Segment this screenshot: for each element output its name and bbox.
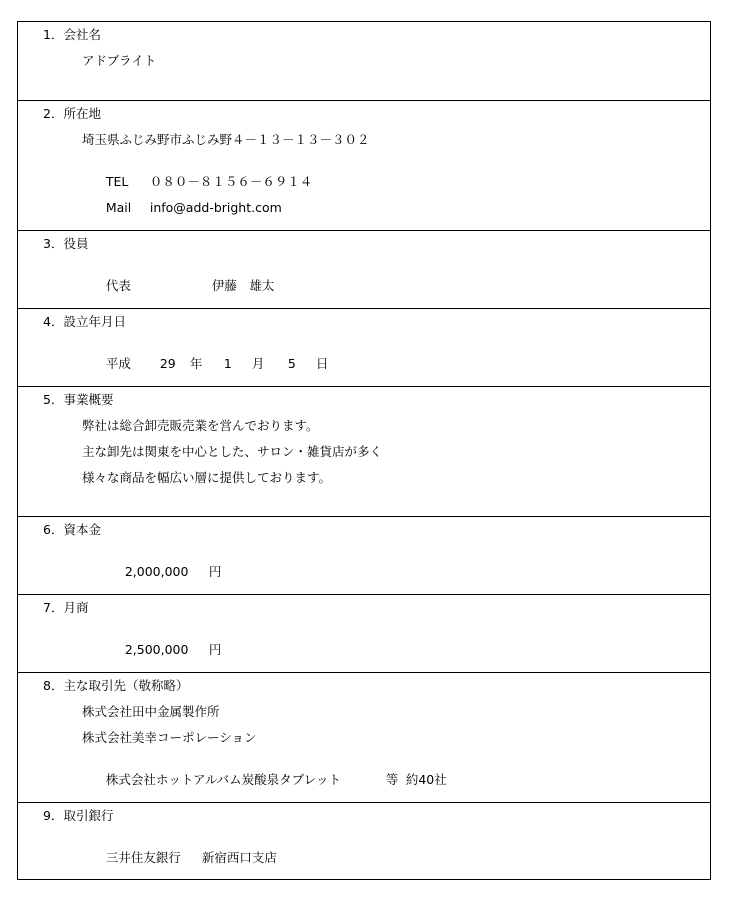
section-heading: 1．会社名 (43, 27, 101, 42)
overview-line: 弊社は総合卸売販売業を営んでおります。 (82, 418, 319, 433)
section-established (18, 308, 710, 386)
officer-name: 伊藤 雄太 (211, 278, 275, 293)
section-main-clients (18, 672, 710, 802)
capital-amount: 2,000,000 (124, 564, 189, 579)
month-unit: 月 (251, 356, 265, 371)
section-bank (18, 802, 710, 879)
company-name: アドブライト (82, 53, 157, 68)
year-unit: 年 (189, 356, 203, 371)
overview-line: 主な卸先は関東を中心とした、サロン・雑貨店が多く (82, 444, 383, 459)
client-item: 株式会社田中金属製作所 (82, 704, 220, 719)
section-heading: 7．月商 (43, 600, 89, 615)
phone-label: TEL (105, 174, 129, 189)
sales-amount: 2,500,000 (124, 642, 189, 657)
company-profile-table (17, 21, 711, 880)
year-value: 29 (159, 356, 176, 371)
section-heading: 8．主な取引先（敬称略） (43, 678, 189, 693)
section-heading: 6．資本金 (43, 522, 101, 537)
client-name: 株式会社ホットアルバム炭酸泉タブレット (105, 772, 341, 787)
client-item: 株式会社美幸コーポレーション (82, 730, 257, 745)
section-heading: 2．所在地 (43, 106, 101, 121)
day-unit: 日 (315, 356, 329, 371)
client-count: 約40社 (405, 772, 447, 787)
client-etc: 等 (385, 772, 399, 787)
section-address (18, 100, 710, 230)
bank-line (82, 834, 277, 882)
section-heading: 9．取引銀行 (43, 808, 114, 823)
bank-branch: 新宿西口支店 (201, 850, 277, 865)
overview-line: 様々な商品を幅広い層に提供しております。 (82, 470, 332, 485)
address: 埼玉県ふじみ野市ふじみ野４－１３－１３－３０２ (82, 132, 370, 147)
bank-name: 三井住友銀行 (105, 850, 181, 865)
day-value: 5 (287, 356, 296, 371)
capital-line (101, 548, 221, 596)
mail-address: info@add-bright.com (149, 200, 282, 215)
officer-line (82, 262, 274, 310)
phone-number: ０８０－８１５６－６９１４ (149, 174, 313, 189)
capital-unit: 円 (208, 564, 222, 579)
section-company-name (18, 22, 710, 100)
client-item (82, 756, 447, 804)
month-value: 1 (223, 356, 232, 371)
mail-line (82, 184, 282, 232)
section-heading: 3．役員 (43, 236, 89, 251)
section-officers (18, 230, 710, 308)
mail-label: Mail (105, 200, 132, 215)
sales-line (101, 626, 221, 674)
officer-title: 代表 (105, 278, 131, 293)
section-business-overview (18, 386, 710, 516)
sales-unit: 円 (208, 642, 222, 657)
section-capital (18, 516, 710, 594)
section-heading: 5．事業概要 (43, 392, 114, 407)
established-date (82, 340, 328, 388)
section-heading: 4．設立年月日 (43, 314, 126, 329)
section-monthly-sales (18, 594, 710, 672)
era: 平成 (105, 356, 131, 371)
